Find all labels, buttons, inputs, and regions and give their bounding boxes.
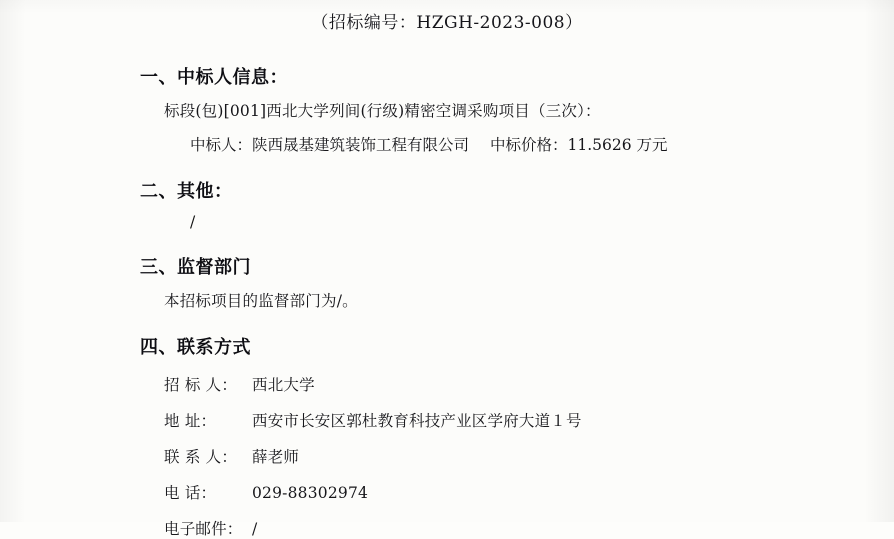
contact-label-email: 电子邮件： [164, 520, 243, 538]
contact-value-person: 薛老师 [252, 448, 300, 466]
winner-name-value: 陕西晟基建筑装饰工程有限公司 [252, 136, 470, 154]
other-content: / [190, 213, 196, 231]
lot-description: 标段(包)[001]西北大学列间(行级)精密空调采购项目（三次）： [164, 102, 601, 120]
contact-value-email: / [252, 520, 258, 538]
contact-label-phone: 电 话： [164, 484, 217, 502]
contact-value-address: 西安市长安区郭杜教育科技产业区学府大道１号 [252, 412, 582, 430]
winner-price-value: 11.5626 万元 [567, 136, 668, 154]
contact-row-tenderer [140, 373, 834, 395]
contact-label-person: 联 系 人： [164, 448, 238, 466]
winner-row [140, 133, 834, 155]
contact-value-phone: 029-88302974 [252, 484, 369, 502]
section-heading-other: 二、其他： [140, 181, 233, 202]
section-heading-winner-info: 一、中标人信息： [140, 67, 288, 88]
winner-name-cell [190, 133, 490, 155]
contact-row-person [140, 445, 834, 467]
contact-row-address [140, 409, 834, 431]
contact-row-phone [140, 481, 834, 503]
document-body [0, 63, 894, 539]
supervision-content: 本招标项目的监督部门为/。 [164, 292, 358, 310]
winner-price-label: 中标价格： [490, 136, 568, 154]
contact-value-tenderer: 西北大学 [252, 376, 315, 394]
section-heading-supervision: 三、监督部门 [140, 257, 251, 278]
section-heading-contact: 四、联系方式 [140, 337, 251, 358]
contact-label-address: 地 址： [164, 412, 217, 430]
contact-row-email [140, 517, 834, 539]
tender-number-line: （招标编号：HZGH-2023-008） [311, 13, 583, 33]
winner-price-cell [490, 133, 668, 155]
contact-label-tenderer: 招 标 人： [164, 376, 238, 394]
winner-name-label: 中标人： [190, 136, 253, 154]
